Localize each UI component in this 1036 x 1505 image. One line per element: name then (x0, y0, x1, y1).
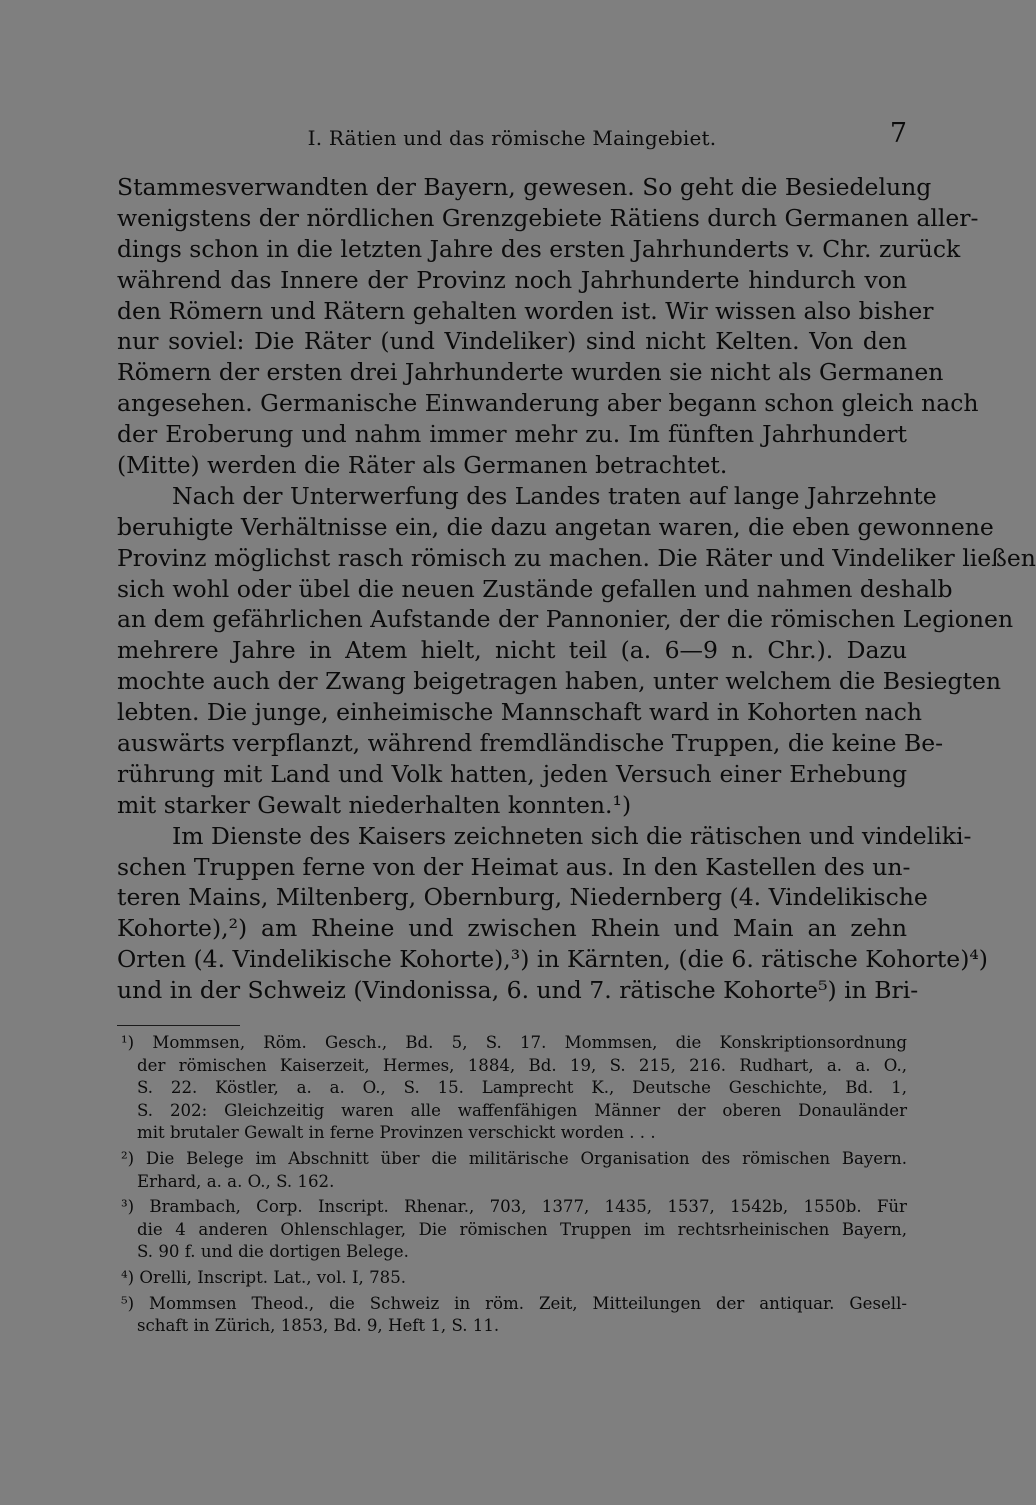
body-line: Nach der Unterwerfung des Landes traten auf lange Jahrzehnte (172, 481, 937, 510)
footnotes (117, 1032, 907, 1338)
footnote-divider (117, 1025, 240, 1026)
body-line: mit starker Gewalt niederhalten konnten.¹) (117, 790, 632, 819)
body-line: sich wohl oder übel die neuen Zustände gefallen und nahmen deshalb (117, 574, 953, 603)
body-line: auswärts verpflanzt, während fremdländische Truppen, die keine Be- (117, 729, 944, 758)
footnote-line: der römischen Kaiserzeit, Hermes, 1884, Bd. 19, S. 215, 216. Rudhart, a. a. O., (137, 1055, 907, 1075)
body-line: mehrere Jahre in Atem hielt, nicht teil (a. 6—9 n. Chr.). Dazu (117, 636, 907, 665)
footnote-line: S. 22. Köstler, a. a. O., S. 15. Lamprecht K., Deutsche Geschichte, Bd. 1, (137, 1078, 907, 1098)
footnote-line: ³) Brambach, Corp. Inscript. Rhenar., 703, 1377, 1435, 1537, 1542b, 1550b. Für (121, 1197, 907, 1217)
running-header (117, 118, 907, 158)
body-line: teren Mains, Miltenberg, Obernburg, Niedernberg (4. Vindelikische (117, 883, 928, 912)
footnote-line: mit brutaler Gewalt in ferne Provinzen verschickt worden . . . (137, 1123, 656, 1143)
body-line: nur soviel: Die Räter (und Vindeliker) sind nicht Kelten. Von den (117, 327, 907, 356)
page-number: 7 (889, 118, 907, 149)
footnote-4 (117, 1267, 907, 1290)
footnote-line: S. 202: Gleichzeitig waren alle waffenfähigen Männer der oberen Donauländer (137, 1100, 907, 1120)
footnote-3 (117, 1196, 907, 1264)
body-line: Stammesverwandten der Bayern, gewesen. So geht die Besiedelung (117, 173, 932, 201)
body-line: beruhigte Verhältnisse ein, die dazu angetan waren, die eben gewonnene (117, 512, 994, 541)
footnote-2 (117, 1148, 907, 1193)
footnote-line: schaft in Zürich, 1853, Bd. 9, Heft 1, S. 11. (137, 1316, 500, 1336)
footnote-line: ²) Die Belege im Abschnitt über die militärische Organisation des römischen Bayern. (121, 1148, 907, 1168)
body-line: Kohorte),²) am Rheine und zwischen Rhein und Main an zehn (117, 914, 907, 943)
footnote-1 (117, 1032, 907, 1145)
body-line: dings schon in die letzten Jahre des ersten Jahrhunderts v. Chr. zurück (117, 234, 961, 263)
footnote-line: S. 90 f. und die dortigen Belege. (137, 1242, 409, 1262)
body-line: den Römern und Rätern gehalten worden ist. Wir wissen also bisher (117, 296, 934, 325)
body-line: angesehen. Germanische Einwanderung aber begann schon gleich nach (117, 389, 979, 418)
body-line: während das Innere der Provinz noch Jahrhunderte hindurch von (117, 265, 907, 294)
body-line: Provinz möglichst rasch römisch zu machen. Die Räter und Vindeliker ließen (117, 543, 1036, 572)
body-line: der Eroberung und nahm immer mehr zu. Im fünften Jahrhundert (117, 420, 907, 449)
body-line: Orten (4. Vindelikische Kohorte),³) in Kärnten, (die 6. rätische Kohorte)⁴) (117, 945, 988, 974)
body-line: mochte auch der Zwang beigetragen haben, unter welchem die Besiegten (117, 667, 1001, 696)
body-line: (Mitte) werden die Räter als Germanen betrachtet. (117, 451, 728, 480)
footnote-line: ¹) Mommsen, Röm. Gesch., Bd. 5, S. 17. Mommsen, die Konskriptionsordnung (121, 1033, 907, 1052)
footnote-5 (117, 1293, 907, 1338)
footnote-line: die 4 anderen Ohlenschlager, Die römischen Truppen im rechtsrheinischen Bayern, (137, 1219, 907, 1239)
body-line: wenigstens der nördlichen Grenzgebiete Rätiens durch Germanen aller- (117, 203, 979, 232)
body-text (117, 172, 1036, 1006)
body-line: Römern der ersten drei Jahrhunderte wurden sie nicht als Germanen (117, 358, 944, 387)
footnote-line: Erhard, a. a. O., S. 162. (137, 1171, 335, 1191)
body-line: und in der Schweiz (Vindonissa, 6. und 7. rätische Kohorte⁵) in Bri- (117, 976, 919, 1005)
body-line: lebten. Die junge, einheimische Mannschaft ward in Kohorten nach (117, 698, 923, 727)
body-line: schen Truppen ferne von der Heimat aus. In den Kastellen des un- (117, 852, 911, 881)
footnote-line: ⁵) Mommsen Theod., die Schweiz in röm. Zeit, Mitteilungen der antiquar. Gesell- (121, 1293, 907, 1313)
footnote-line: ⁴) Orelli, Inscript. Lat., vol. I, 785. (121, 1267, 407, 1287)
body-line: an dem gefährlichen Aufstande der Pannonier, der die römischen Legionen (117, 605, 1014, 634)
running-header-title: I. Rätien und das römische Maingebiet. (307, 126, 717, 150)
body-line: rührung mit Land und Volk hatten, jeden Versuch einer Erhebung (117, 759, 907, 788)
body-line: Im Dienste des Kaisers zeichneten sich die rätischen und vindeliki- (172, 821, 972, 850)
